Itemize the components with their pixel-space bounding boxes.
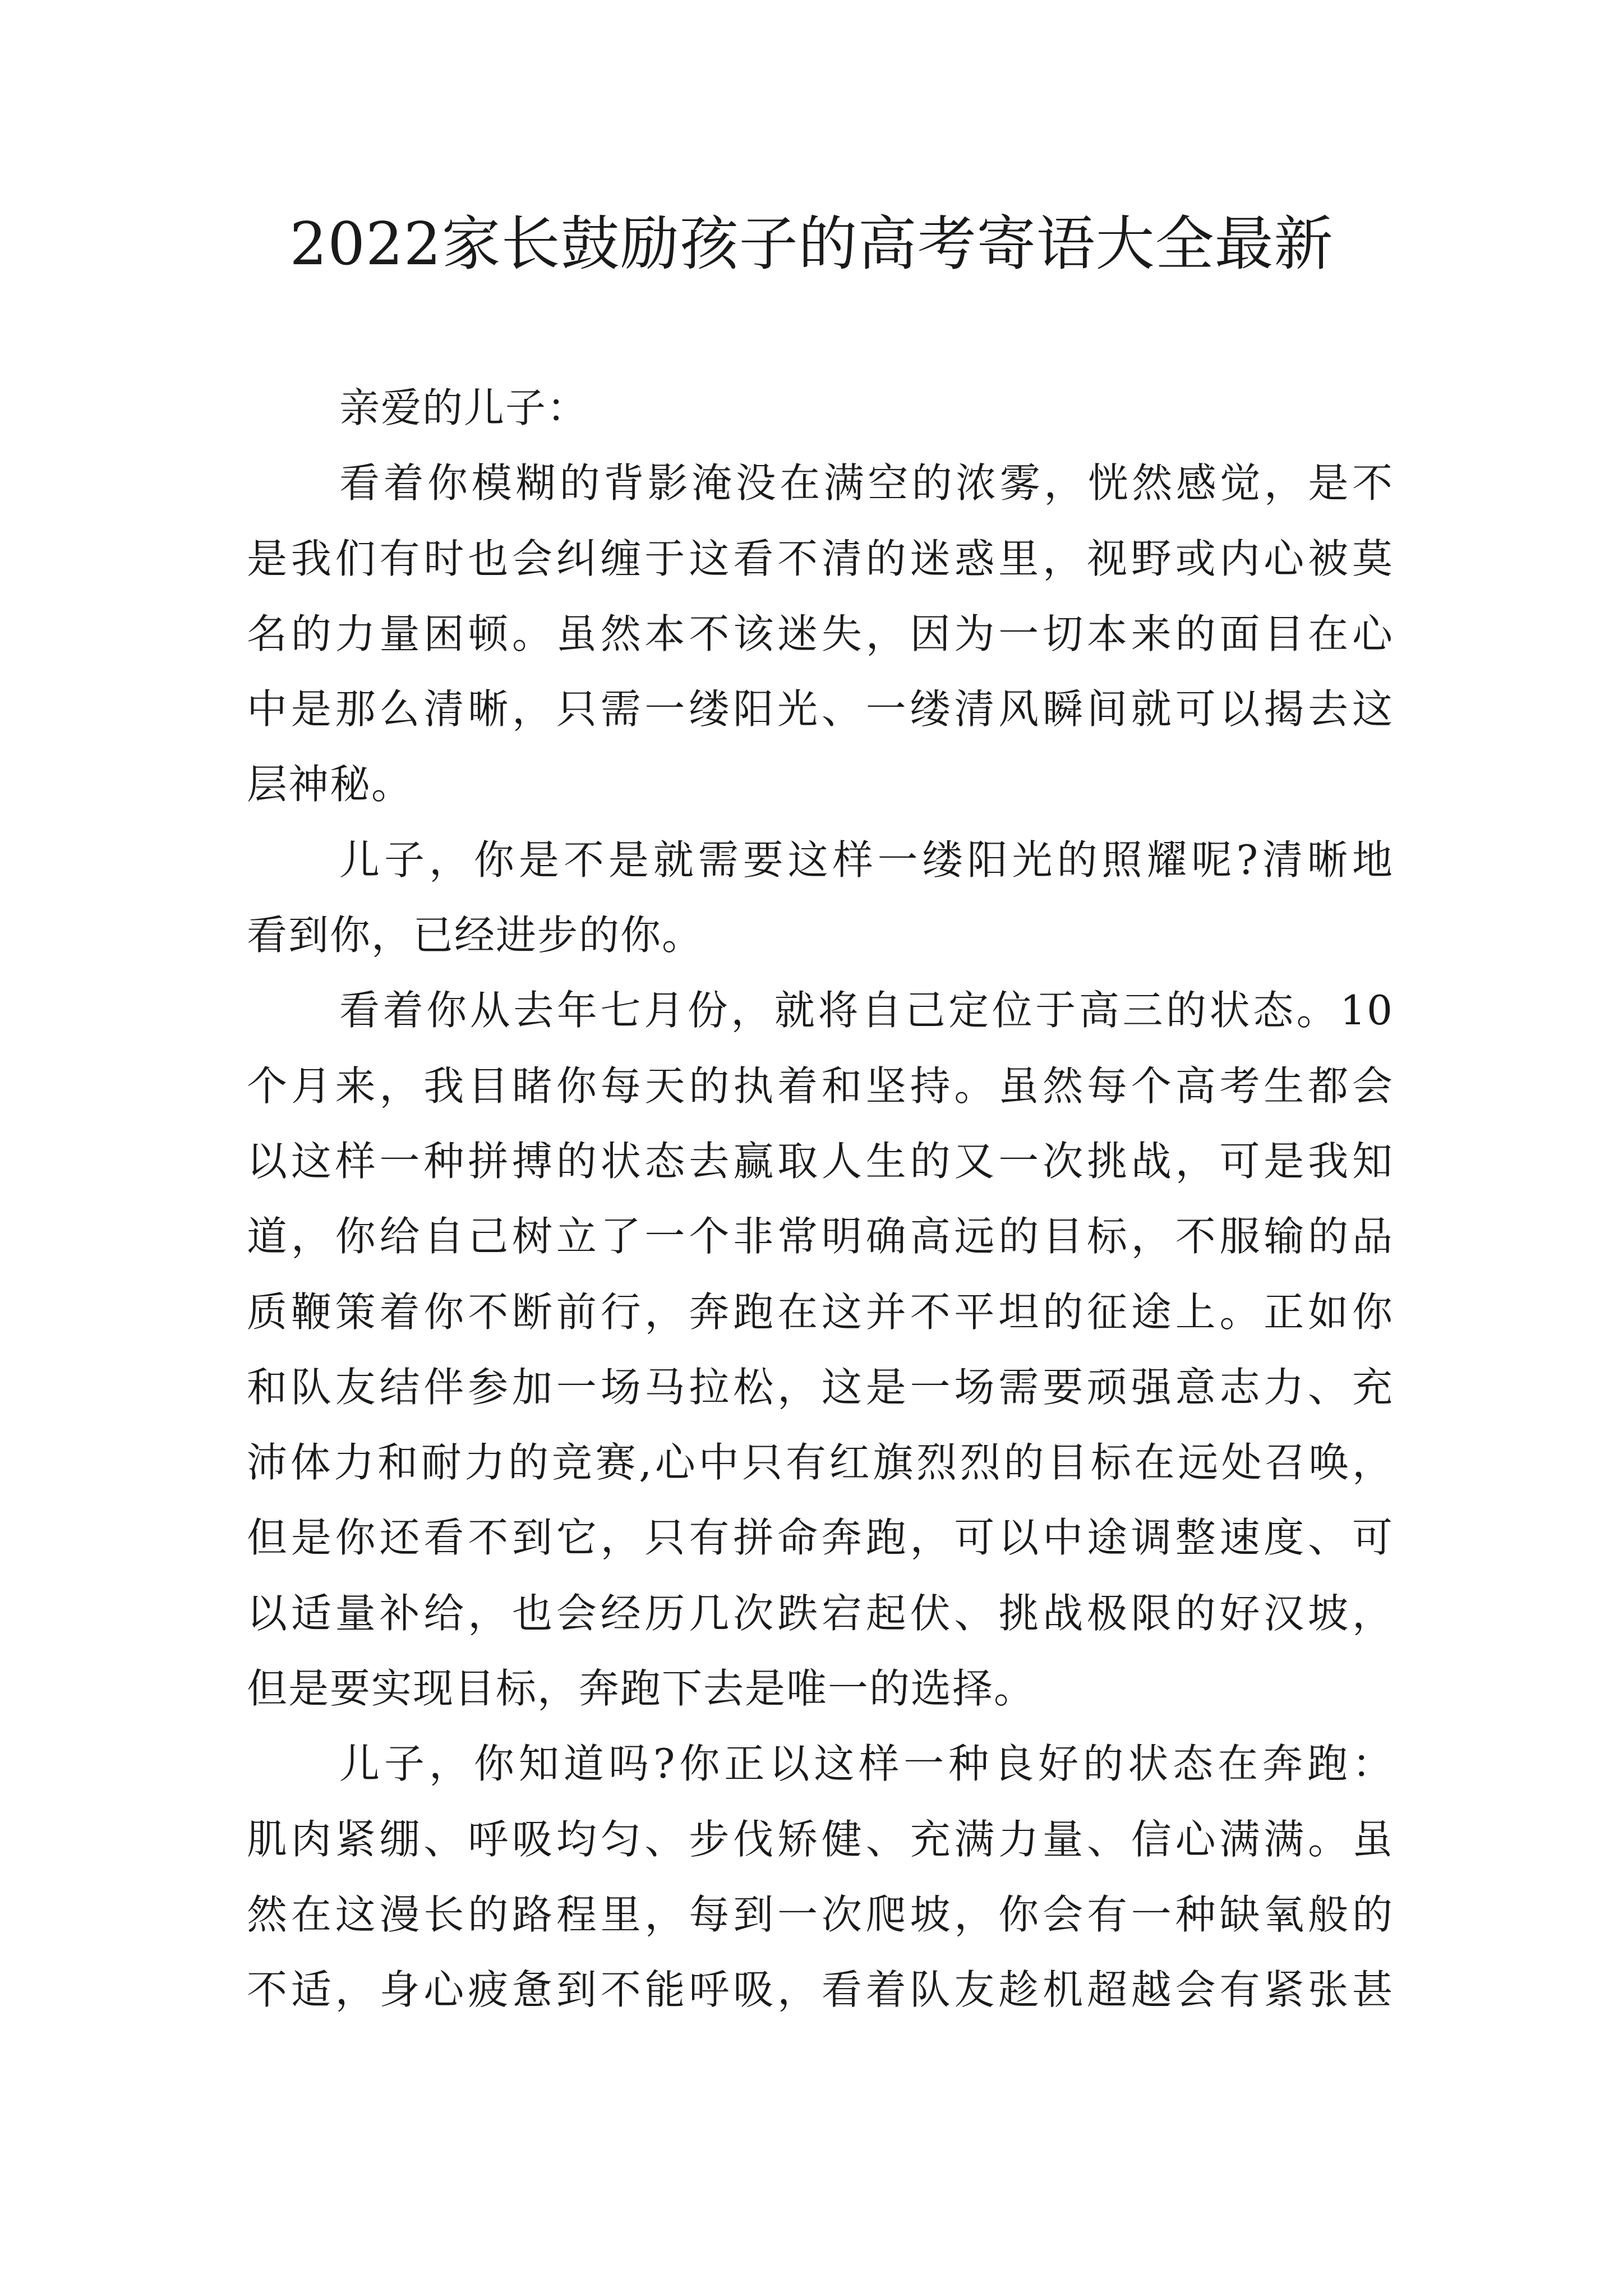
text-line: 看到你，已经进步的你。: [247, 912, 704, 959]
document-body: [247, 370, 1394, 2028]
text-line: 肌肉紧绷、呼吸均匀、步伐矫健、充满力量、信心满满。虽: [247, 1815, 1394, 1863]
text-line: 个月来，我目睹你每天的执着和坚持。虽然每个高考生都会: [247, 1062, 1394, 1110]
text-line: 层神秘。: [247, 761, 413, 808]
text-line: 和队友结伴参加一场马拉松，这是一场需要顽强意志力、充: [247, 1363, 1394, 1411]
text-line: 看着你模糊的背影淹没在满空的浓雾，恍然感觉，是不: [339, 459, 1394, 507]
text-line: 儿子，你是不是就需要这样一缕阳光的照耀呢?清晰地: [339, 836, 1394, 884]
text-line: 然在这漫长的路程里，每到一次爬坡，你会有一种缺氧般的: [247, 1890, 1394, 1938]
text-line: 沛体力和耐力的竞赛,心中只有红旗烈烈的目标在远处召唤，: [247, 1439, 1394, 1487]
text-line: 中是那么清晰，只需一缕阳光、一缕清风瞬间就可以揭去这: [247, 685, 1394, 733]
text-line: 亲爱的儿子：: [339, 384, 589, 431]
text-line: 道，你给自己树立了一个非常明确高远的目标，不服输的品: [247, 1213, 1394, 1260]
text-line: 是我们有时也会纠缠于这看不清的迷惑里，视野或内心被莫: [247, 535, 1394, 582]
text-line: 以适量补给，也会经历几次跌宕起伏、挑战极限的好汉坡，: [247, 1589, 1394, 1637]
text-line: 看着你从去年七月份，就将自己定位于高三的状态。10: [339, 987, 1394, 1034]
text-line: 但是要实现目标，奔跑下去是唯一的选择。: [247, 1665, 1036, 1713]
text-line: 但是你还看不到它，只有拼命奔跑，可以中途调整速度、可: [247, 1514, 1394, 1562]
text-line: 以这样一种拼搏的状态去赢取人生的又一次挑战，可是我知: [247, 1137, 1394, 1185]
text-line: 质鞭策着你不断前行，奔跑在这并不平坦的征途上。正如你: [247, 1288, 1394, 1336]
text-line: 不适，身心疲惫到不能呼吸，看着队友趁机超越会有紧张甚: [247, 1966, 1394, 2014]
document-title: 2022家长鼓励孩子的高考寄语大全最新: [289, 210, 1334, 278]
text-line: 儿子，你知道吗?你正以这样一种良好的状态在奔跑：: [339, 1740, 1394, 1788]
text-line: 名的力量困顿。虽然本不该迷失，因为一切本来的面目在心: [247, 610, 1394, 657]
